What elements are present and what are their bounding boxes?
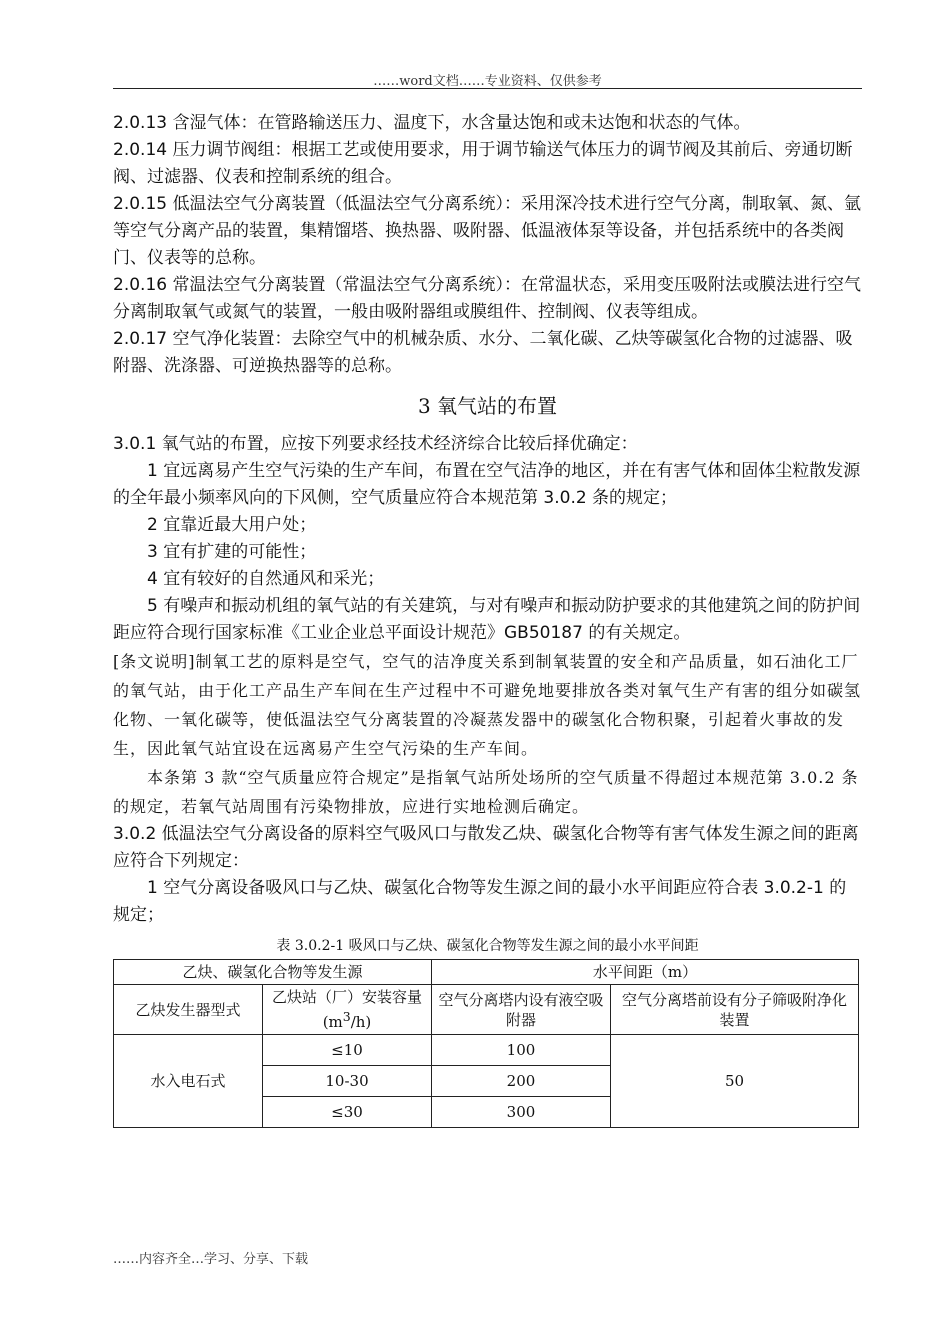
clause-explanation: [条文说明]制氧工艺的原料是空气，空气的洁净度关系到制氧装置的安全和产品质量，如石油化工厂的氧气站，由于化工产品生产车间在生产过程中不可避免地要排放各类对氧气生产有害的组分如碳氢化物、一氧化碳等，使低温法空气分离装置的冷凝蒸发器中的碳氢化合物积聚，引起着火事故的发生，因此氧气站宜设在远离易产生空气污染的生产车间。 <box>113 652 862 758</box>
table-sub-generator-type: 乙炔发生器型式 <box>114 985 263 1035</box>
clause-3-0-1-item-2: 2 宜靠近最大用户处； <box>147 515 317 535</box>
table-cell-distance: 100 <box>432 1035 611 1066</box>
section-title: 3 氧气站的布置 <box>417 394 558 418</box>
paragraph-2-0-13: 2.0.13 含湿气体：在管路输送压力、温度下，水含量达饱和或未达饱和状态的气体。 <box>113 113 751 133</box>
clause-3-0-1-intro: 3.0.1 氧气站的布置，应按下列要求经技术经济综合比较后择优确定： <box>113 434 638 454</box>
table-cell-capacity: ≤30 <box>263 1097 432 1128</box>
table-head-source: 乙炔、碳氢化合物等发生源 <box>114 960 432 985</box>
table-cell-distance: 300 <box>432 1097 611 1128</box>
header-divider <box>113 88 862 89</box>
table-row <box>114 985 859 1035</box>
clause-3-0-1-item-4: 4 宜有较好的自然通风和采光； <box>147 569 385 589</box>
document-body <box>113 110 862 1128</box>
table-row <box>114 960 859 985</box>
clause-3-0-1-item-1: 1 宜远离易产生空气污染的生产车间，布置在空气洁净的地区，并在有害气体和固体尘粒散发源的全年最小频率风向的下风侧，空气质量应符合本规范第 3.0.2 条的规定； <box>113 461 861 508</box>
clause-explanation-2: 本条第 3 款“空气质量应符合规定”是指氧气站所处场所的空气质量不得超过本规范第 3.0.2 条的规定，若氧气站周围有污染物排放，应进行实地检测后确定。 <box>113 768 859 816</box>
table-sub-molecular-sieve: 空气分离塔前设有分子筛吸附净化装置 <box>611 985 859 1035</box>
paragraph-2-0-17: 2.0.17 空气净化装置：去除空气中的机械杂质、水分、二氧化碳、乙炔等碳氢化合物的过滤器、吸附器、洗涤器、可逆换热器等的总称。 <box>113 329 853 376</box>
paragraph-2-0-16: 2.0.16 常温法空气分离装置（常温法空气分离系统）：在常温状态，采用变压吸附法或膜法进行空气分离制取氧气或氮气的装置，一般由吸附器组或膜组件、控制阀、仪表等组成。 <box>113 275 861 322</box>
page-header: ……word文档……专业资料、仅供参考 <box>373 74 602 89</box>
clause-3-0-2-item-1: 1 空气分离设备吸风口与乙炔、碳氢化合物等发生源之间的最小水平间距应符合表 3.0.2-1 的规定； <box>113 878 847 925</box>
table-sub-capacity: 乙炔站（厂）安装容量$(m^3/h)$ <box>263 985 432 1035</box>
table-sub-liquid-adsorber: 空气分离塔内设有液空吸附器 <box>432 985 611 1035</box>
paragraph-2-0-14: 2.0.14 压力调节阀组：根据工艺或使用要求，用于调节输送气体压力的调节阀及其前后、旁通切断阀、过滤器、仪表和控制系统的组合。 <box>113 140 853 187</box>
table-head-distance: 水平间距（m） <box>432 960 859 985</box>
clause-3-0-2-intro: 3.0.2 低温法空气分离设备的原料空气吸风口与散发乙炔、碳氢化合物等有害气体发生源之间的距离应符合下列规定： <box>113 824 859 871</box>
clause-3-0-1-item-3: 3 宜有扩建的可能性； <box>147 542 317 562</box>
table-caption: 表 3.0.2-1 吸风口与乙炔、碳氢化合物等发生源之间的最小水平间距 <box>276 938 699 954</box>
table-row <box>114 1035 859 1066</box>
table-cell-distance: 200 <box>432 1066 611 1097</box>
page-footer: ……内容齐全…学习、分享、下载 <box>113 1252 309 1267</box>
table-cell-type: 水入电石式 <box>114 1035 263 1128</box>
clause-3-0-1-item-5: 5 有噪声和振动机组的氧气站的有关建筑，与对有噪声和振动防护要求的其他建筑之间的防护间距应符合现行国家标准《工业企业总平面设计规范》GB50187 的有关规定。 <box>113 596 861 643</box>
paragraph-2-0-15: 2.0.15 低温法空气分离装置（低温法空气分离系统）：采用深冷技术进行空气分离，制取氧、氮、氩等空气分离产品的装置，集精馏塔、换热器、吸附器、低温液体泵等设备，并包括系统中的各类阀门、仪表等的总称。 <box>113 194 861 268</box>
table-cell-merged: 50 <box>611 1035 859 1128</box>
table-cell-capacity: 10-30 <box>263 1066 432 1097</box>
table-cell-capacity: ≤10 <box>263 1035 432 1066</box>
distance-table <box>113 959 859 1128</box>
